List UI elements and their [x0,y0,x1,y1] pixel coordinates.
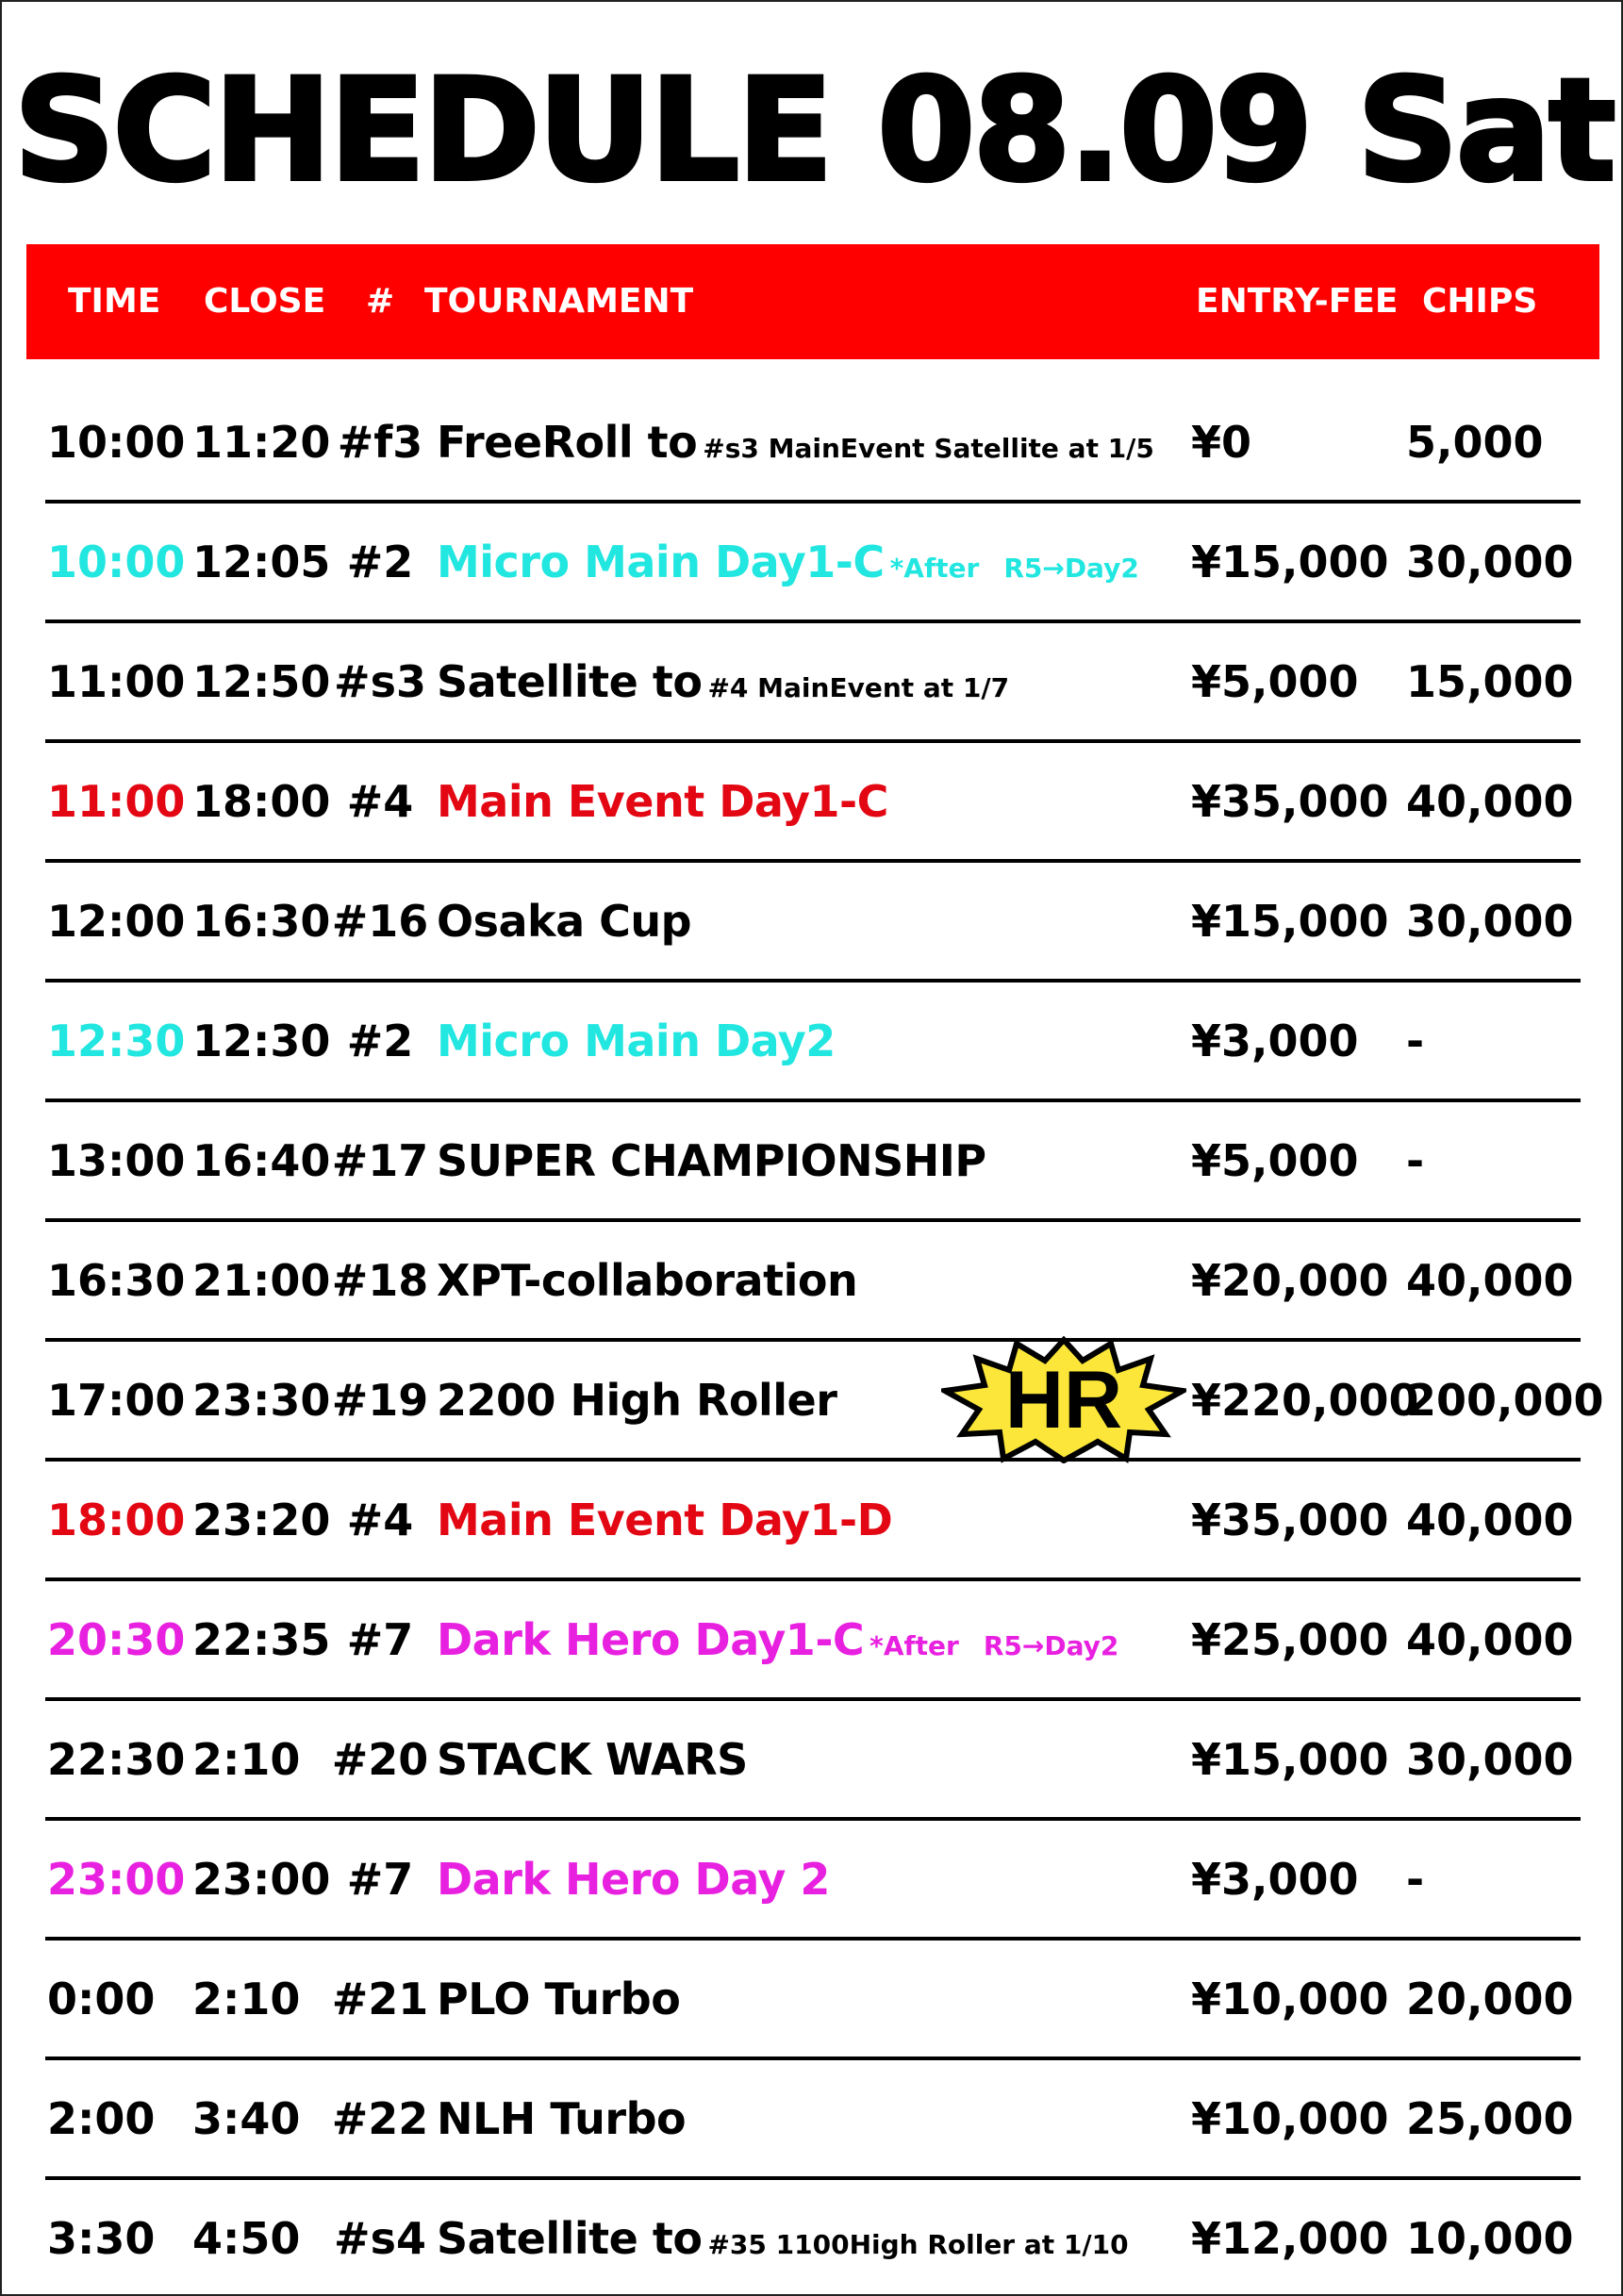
header-entry-fee: ENTRY-FEE [1196,282,1399,321]
row-chips: 40,000 [1406,776,1574,827]
row-chips: 10,000 [1406,2213,1574,2264]
row-time: 12:30 [47,1016,186,1066]
table-row [45,504,1581,623]
tournament-name: Main Event Day1-D [437,1495,893,1545]
row-entry-fee: ¥35,000 [1191,1495,1389,1545]
row-tournament [437,1611,1118,1675]
row-tournament [437,1851,830,1908]
row-entry-fee: ¥220,000 [1191,1375,1419,1426]
high-roller-badge-icon [941,1336,1186,1463]
row-time: 12:00 [47,896,186,947]
row-tournament [437,1252,857,1309]
row-entry-fee: ¥10,000 [1191,2093,1389,2144]
row-chips: - [1406,1854,1425,1905]
row-number: #2 [346,1016,414,1066]
tournament-name: NLH Turbo [437,2093,687,2144]
row-tournament [437,1013,836,1069]
row-close: 16:30 [192,896,331,947]
row-time: 0:00 [47,1974,156,2024]
table-row [45,863,1581,983]
row-entry-fee: ¥3,000 [1191,1854,1359,1905]
row-tournament [437,1132,986,1189]
row-tournament [437,1492,892,1548]
table-row [45,1941,1581,2060]
table-row [45,384,1581,504]
row-time: 20:30 [47,1614,186,1665]
tournament-name: Dark Hero Day1-C [437,1614,865,1665]
row-chips: 20,000 [1406,1974,1574,2024]
row-close: 12:50 [192,656,331,707]
row-close: 22:35 [192,1614,331,1665]
row-chips: 30,000 [1406,896,1574,947]
row-time: 11:00 [47,656,186,707]
row-tournament [437,773,888,830]
row-close: 21:00 [192,1255,331,1306]
tournament-note: #35 1100High Roller at 1/10 [707,2229,1129,2260]
row-entry-fee: ¥35,000 [1191,776,1389,827]
row-number: #16 [331,896,429,947]
table-row [45,1102,1581,1222]
tournament-note: #4 MainEvent at 1/7 [707,672,1010,703]
row-entry-fee: ¥10,000 [1191,1974,1389,2024]
row-chips: 30,000 [1406,537,1574,587]
row-entry-fee: ¥12,000 [1191,2213,1389,2264]
tournament-name: STACK WARS [437,1734,748,1785]
table-row [45,1821,1581,1941]
row-tournament [437,1731,748,1788]
table-row [45,2180,1581,2296]
row-time: 18:00 [47,1495,186,1545]
badge-label: HR [1004,1355,1123,1445]
row-number: #20 [331,1734,429,1785]
row-entry-fee: ¥15,000 [1191,1734,1389,1785]
row-close: 23:30 [192,1375,331,1426]
tournament-note-day2: R5→Day2 [983,1630,1119,1661]
row-number: #17 [331,1135,429,1186]
row-number: #f3 [337,417,423,468]
row-time: 11:00 [47,776,186,827]
tournament-name: XPT-collaboration [437,1255,858,1306]
row-chips: 200,000 [1406,1375,1604,1426]
row-number: #19 [331,1375,429,1426]
tournament-name: Micro Main Day1-C [437,537,885,587]
row-chips: 30,000 [1406,1734,1574,1785]
table-row [45,983,1581,1102]
row-close: 4:50 [192,2213,301,2264]
row-tournament [437,2210,1129,2273]
row-time: 22:30 [47,1734,186,1785]
row-close: 2:10 [192,1734,301,1785]
row-close: 12:30 [192,1016,331,1066]
row-number: #4 [346,1495,414,1545]
row-chips: 5,000 [1406,417,1544,468]
table-row [45,2060,1581,2180]
row-close: 12:05 [192,537,331,587]
row-tournament [437,1372,836,1429]
table-row [45,1342,1604,1462]
header-number: # [366,282,395,321]
row-number: #21 [331,1974,429,2024]
row-close: 11:20 [192,417,331,468]
table-header [26,244,1599,359]
row-entry-fee: ¥0 [1191,417,1252,468]
row-number: #s4 [334,2213,426,2264]
row-chips: - [1406,1135,1425,1186]
table-row [45,1581,1581,1701]
tournament-name: PLO Turbo [437,1974,681,2024]
row-tournament [437,414,1154,477]
table-row [45,1701,1581,1821]
tournament-note-day2: R5→Day2 [1003,553,1139,584]
row-entry-fee: ¥5,000 [1191,1135,1359,1186]
row-entry-fee: ¥15,000 [1191,537,1389,587]
table-row [45,1462,1581,1581]
row-number: #22 [331,2093,429,2144]
header-chips: CHIPS [1422,282,1538,321]
row-time: 3:30 [47,2213,156,2264]
row-tournament [437,534,1139,597]
tournament-note: *After [869,1630,959,1661]
table-row [45,743,1581,863]
tournament-name: 2200 High Roller [437,1375,837,1426]
schedule-table [45,384,1604,2296]
tournament-name: Main Event Day1-C [437,776,888,827]
row-time: 10:00 [47,537,186,587]
row-chips: - [1406,1016,1425,1066]
row-number: #4 [346,776,414,827]
row-number: #2 [346,537,414,587]
row-chips: 40,000 [1406,1255,1574,1306]
tournament-note: #s3 MainEvent Satellite at 1/5 [703,433,1154,464]
tournament-name: Satellite to [437,2213,703,2264]
row-chips: 40,000 [1406,1495,1574,1545]
page-title: SCHEDULE 08.09 Sat [13,49,1614,213]
row-entry-fee: ¥3,000 [1191,1016,1359,1066]
row-tournament [437,1971,680,2027]
row-entry-fee: ¥20,000 [1191,1255,1389,1306]
row-tournament [437,2090,686,2147]
row-entry-fee: ¥25,000 [1191,1614,1389,1665]
row-chips: 25,000 [1406,2093,1574,2144]
row-number: #7 [346,1854,414,1905]
row-tournament [437,893,691,950]
row-close: 2:10 [192,1974,301,2024]
row-time: 10:00 [47,417,186,468]
table-row [45,623,1581,743]
row-close: 3:40 [192,2093,301,2144]
row-chips: 15,000 [1406,656,1574,707]
tournament-note: *After [889,553,980,584]
tournament-name: FreeRoll to [437,417,698,468]
row-time: 13:00 [47,1135,186,1186]
row-entry-fee: ¥15,000 [1191,896,1389,947]
row-chips: 40,000 [1406,1614,1574,1665]
row-close: 23:00 [192,1854,331,1905]
row-number: #18 [331,1255,429,1306]
row-time: 16:30 [47,1255,186,1306]
tournament-name: Satellite to [437,656,703,707]
tournament-name: Dark Hero Day 2 [437,1854,830,1905]
row-number: #7 [346,1614,414,1665]
row-time: 23:00 [47,1854,186,1905]
table-row [45,1222,1581,1342]
tournament-name: Micro Main Day2 [437,1016,836,1066]
row-close: 23:20 [192,1495,331,1545]
row-time: 2:00 [47,2093,156,2144]
row-time: 17:00 [47,1375,186,1426]
tournament-name: SUPER CHAMPIONSHIP [437,1135,986,1186]
row-tournament [437,653,1009,717]
row-number: #s3 [334,656,426,707]
header-tournament: TOURNAMENT [424,282,694,321]
header-time: TIME [68,282,161,321]
row-close: 16:40 [192,1135,331,1186]
row-close: 18:00 [192,776,331,827]
header-close: CLOSE [204,282,326,321]
tournament-name: Osaka Cup [437,896,692,947]
row-entry-fee: ¥5,000 [1191,656,1359,707]
